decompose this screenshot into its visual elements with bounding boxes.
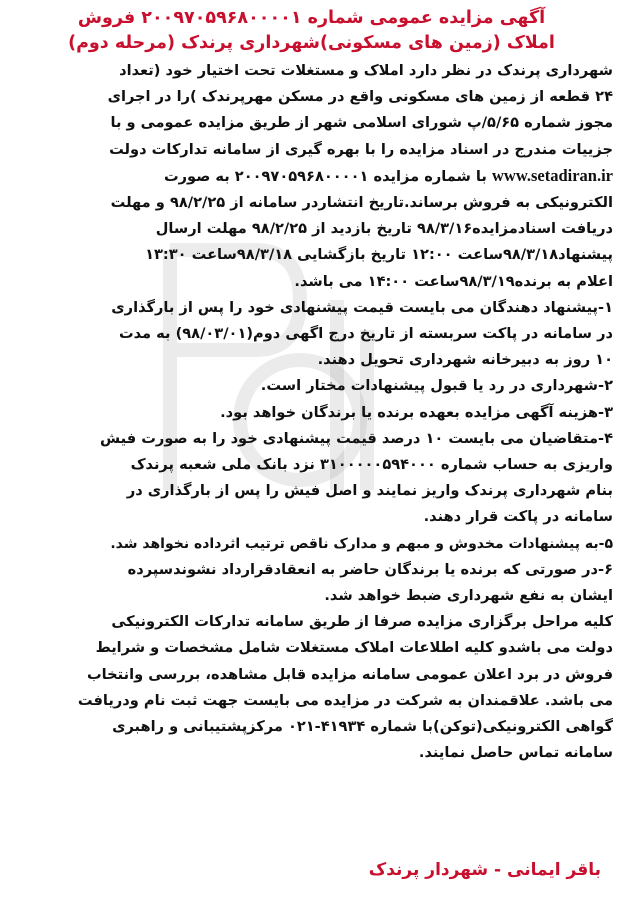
- closing-line: فروش در برد اعلان عمومی سامانه مزایده قابل مشاهده، بررسی وانتخاب: [87, 665, 613, 683]
- condition-5: ۵-به پیشنهادات مخدوش و مبهم و مدارک ناقص ترتیب اثرداده نخواهد شد.: [110, 535, 613, 552]
- condition-4-line: سامانه در پاکت قرار دهند.: [423, 508, 613, 526]
- intro-line: مجوز شماره ۵/۶۵/پ شورای اسلامی شهر از طریق مزایده عمومی و با: [110, 114, 613, 132]
- closing-line: کلیه مراحل برگزاری مزایده صرفا از طریق سامانه تدارکات الکترونیکی: [111, 613, 613, 631]
- condition-1-line: ۱-پیشنهاد دهندگان می بایست قیمت پیشنهادی خود را پس از بارگذاری: [111, 298, 613, 316]
- intro-line: اعلام به برنده۹۸/۳/۱۹ساعت ۱۴:۰۰ می باشد.: [294, 272, 613, 290]
- closing-line: می باشد. علاقمندان به شرکت در مزایده می بایست جهت ثبت نام ودریافت: [77, 691, 613, 709]
- title-line-1: آگهی مزایده عمومی شماره ۲۰۰۹۷۰۵۹۶۸۰۰۰۰۱ فروش: [77, 8, 546, 28]
- condition-4-line: ۴-متقاضیان می بایست ۱۰ درصد قیمت پیشنهادی خود را به صورت فیش: [100, 429, 613, 447]
- intro-line-text: با شماره مزایده ۲۰۰۹۷۰۵۹۶۸۰۰۰۰۱ به صورت: [163, 167, 487, 185]
- condition-4-line: واریزی به حساب شماره ۳۱۰۰۰۰۰۵۹۴۰۰۰ نزد بانک ملی شعبه پرندک: [130, 456, 613, 474]
- condition-6-line: ۶-در صورتی که برنده یا برندگان حاضر به انعقادقرارداد نشوندسپرده: [127, 560, 613, 578]
- title-line-2: املاک (زمین های مسکونی)شهرداری پرندک (مرحله دوم): [68, 33, 555, 53]
- closing-line: سامانه تماس حاصل نمایند.: [418, 744, 613, 762]
- condition-1-line: در سامانه در پاکت سربسته از تاریخ درج اگهی دوم(۹۸/۰۳/۰۱) به مدت: [118, 325, 613, 343]
- signature: باقر ایمانی - شهردار پرندک: [368, 860, 601, 880]
- condition-3: ۳-هزینه آگهی مزایده بعهده برنده یا برندگان خواهد بود.: [220, 403, 613, 421]
- condition-4-line: بنام شهرداری پرندک واریز نمایند و اصل فیش را پس از بارگذاری در: [126, 482, 613, 500]
- condition-6-line: ایشان به نفع شهرداری ضبط خواهد شد.: [324, 587, 613, 605]
- intro-line: جزییات مندرج در اسناد مزایده را با بهره گیری از سامانه تدارکات دولت: [109, 140, 613, 158]
- ad-title: [10, 6, 613, 56]
- intro-line: پیشنهاد۹۸/۳/۱۸ساعت ۱۲:۰۰ تاریخ بازگشایی ۹۸/۳/۱۸ساعت ۱۳:۳۰: [145, 246, 613, 264]
- intro-line: ۲۴ قطعه از زمین های مسکونی واقع در مسکن مهرپرندک )را در اجرای: [107, 88, 613, 106]
- ad-body: [10, 58, 613, 766]
- intro-line-with-website: [10, 163, 613, 190]
- condition-1-line: ۱۰ روز به دبیرخانه شهرداری تحویل دهند.: [317, 351, 613, 369]
- closing-line: گواهی الکترونیکی(توکن)با شماره ۴۱۹۳۴-۰۲۱ مرکزپشتیبانی و راهبری: [112, 718, 613, 736]
- condition-2: ۲-شهرداری در رد یا قبول پیشنهادات مختار است.: [260, 377, 613, 395]
- website-link[interactable]: www.setadiran.ir: [492, 165, 613, 185]
- intro-line: شهرداری پرندک در نظر دارد املاک و مستغلات تحت اختیار خود (تعداد: [119, 62, 613, 79]
- intro-line: الکترونیکی به فروش برساند.تاریخ انتشاردر سامانه از ۹۸/۲/۲۵ و مهلت: [110, 194, 613, 212]
- intro-line: دریافت اسنادمزایده۹۸/۳/۱۶ تاریخ بازدید از ۹۸/۲/۲۵ مهلت ارسال: [155, 220, 613, 238]
- closing-line: دولت می باشدو کلیه اطلاعات املاک مستغلات شامل مشخصات و شرایط: [95, 639, 613, 657]
